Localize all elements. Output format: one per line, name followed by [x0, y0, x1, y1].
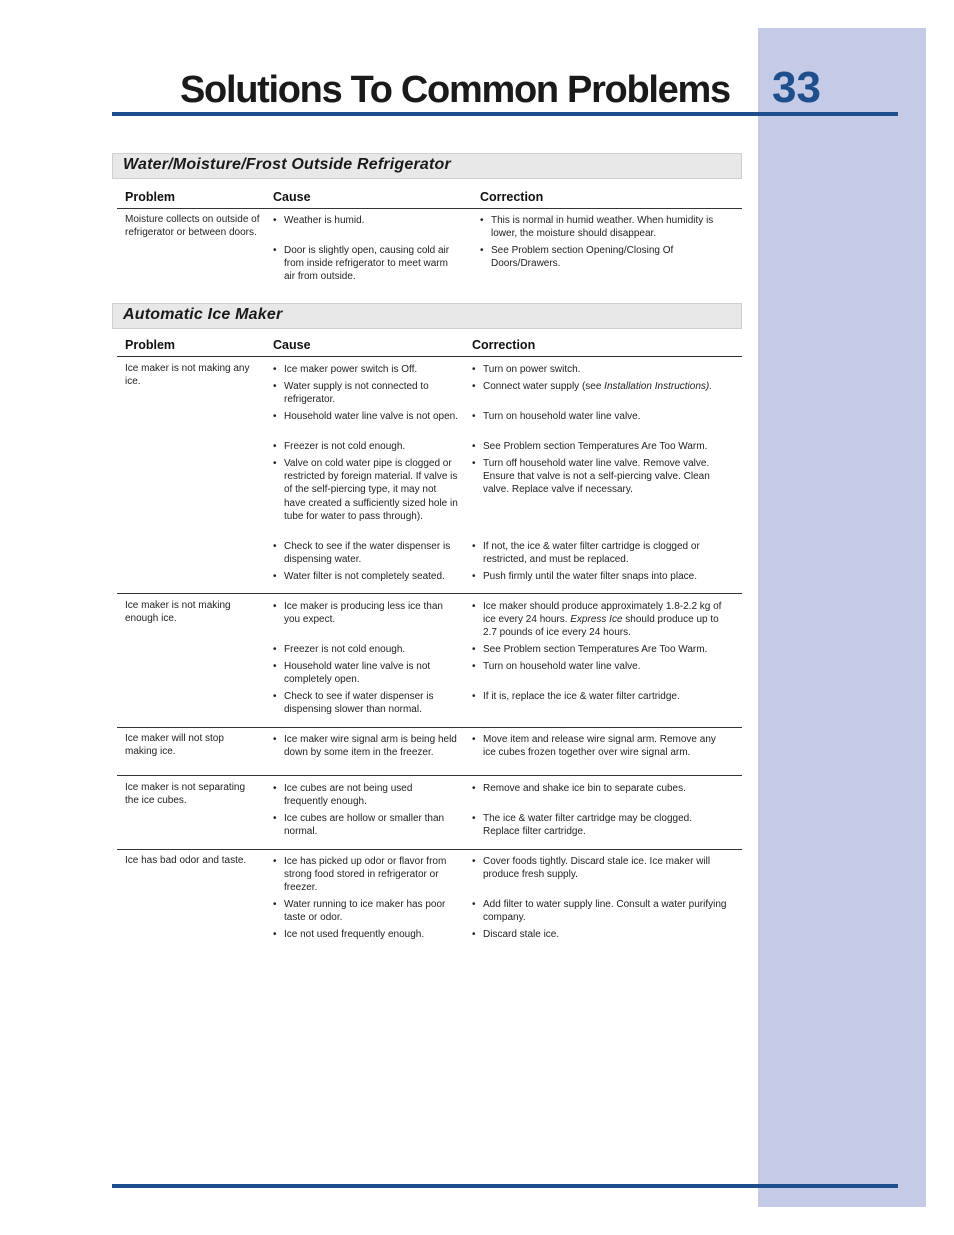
header-rule: [117, 356, 742, 357]
correction-item: • See Problem section Temperatures Are Too Warm.: [483, 643, 727, 656]
correction-text: Ice maker should produce approximately 1.8-2.2 kg of ice every 24 hours.: [483, 601, 722, 626]
cause-item: • Freezer is not cold enough.: [284, 440, 459, 453]
column-header-correction: Correction: [480, 190, 544, 204]
header-rule: [117, 208, 742, 209]
problem-text: Ice maker will not stop making ice.: [125, 733, 224, 758]
problem-text: Ice maker is not making any ice.: [125, 363, 250, 388]
cause-item: • Water running to ice maker has poor taste or odor.: [284, 898, 459, 924]
correction-item: • Cover foods tightly. Discard stale ice. Ice maker will produce fresh supply.: [483, 855, 727, 881]
column-header-correction: Correction: [472, 338, 536, 352]
row-rule: [117, 849, 742, 850]
cause-item: • Ice cubes are not being used frequently enough.: [284, 782, 459, 808]
cause-item: • Check to see if the water dispenser is dispensing water.: [284, 540, 459, 566]
cause-item: • Ice not used frequently enough.: [284, 928, 459, 941]
correction-item: • If not, the ice & water filter cartridge is clogged or restricted, and must be replaced.: [483, 540, 727, 566]
row-rule: [117, 727, 742, 728]
section-header-moisture: [112, 153, 742, 179]
correction-item: • Add filter to water supply line. Consult a water purifying company.: [483, 898, 727, 924]
cause-item: • Ice maker wire signal arm is being held down by some item in the freezer.: [284, 733, 459, 759]
correction-text: should produce up to 2.7 pounds of ice every 24 hours.: [483, 614, 719, 639]
correction-item: • Discard stale ice.: [483, 928, 727, 941]
correction-item: • This is normal in humid weather. When humidity is lower, the moisture should disappear.: [491, 214, 727, 240]
cause-item: • Valve on cold water pipe is clogged or restricted by foreign material. If valve is of the self-piercing type, it may not have created a sufficiently sized hole in tube for water to pass through).: [284, 457, 459, 523]
correction-item: • See Problem section Temperatures Are Too Warm.: [483, 440, 727, 453]
correction-item: • See Problem section Opening/Closing Of Doors/Drawers.: [491, 244, 727, 270]
row-rule: [117, 593, 742, 594]
column-header-problem: Problem: [125, 338, 176, 352]
correction-emphasis: Installation Instructions).: [604, 381, 712, 392]
problem-text: Ice has bad odor and taste.: [125, 855, 247, 866]
problem-text: Ice maker is not separating the ice cubes.: [125, 782, 246, 807]
cause-item: • Freezer is not cold enough.: [284, 643, 459, 656]
cause-item: • Weather is humid.: [284, 214, 459, 227]
correction-text: Connect water supply (see: [483, 381, 605, 392]
cause-item: • Ice maker power switch is Off.: [284, 363, 459, 376]
side-band: [758, 28, 926, 1207]
cause-item: • Ice cubes are hollow or smaller than normal.: [284, 812, 459, 838]
correction-item: • If it is, replace the ice & water filter cartridge.: [483, 690, 727, 703]
bottom-rule: [112, 1184, 898, 1188]
correction-item: • Turn on power switch.: [483, 363, 727, 376]
problem-text: Moisture collects on outside of refrigerator or between doors.: [125, 214, 260, 239]
cause-item: • Ice maker is producing less ice than you expect.: [284, 600, 459, 626]
page-number: 33: [772, 63, 821, 112]
correction-item: • Move item and release wire signal arm. Remove any ice cubes frozen together over wire signal arm.: [483, 733, 727, 759]
column-header-cause: Cause: [273, 190, 311, 204]
correction-item: • Turn on household water line valve.: [483, 660, 727, 673]
cause-item: • Door is slightly open, causing cold air from inside refrigerator to meet warm air from outside.: [284, 244, 459, 284]
section-title: Water/Moisture/Frost Outside Refrigerator: [123, 156, 451, 173]
row-rule: [117, 775, 742, 776]
cause-item: • Water supply is not connected to refrigerator.: [284, 380, 459, 406]
correction-item: • The ice & water filter cartridge may be clogged. Replace filter cartridge.: [483, 812, 727, 838]
correction-item: • Turn on household water line valve.: [483, 410, 727, 423]
column-header-cause: Cause: [273, 338, 311, 352]
cause-item: • Ice has picked up odor or flavor from strong food stored in refrigerator or freezer.: [284, 855, 459, 895]
correction-item: • Turn off household water line valve. Remove valve. Ensure that valve is not a self-piercing valve. Clean valve. Replace valve if necessary.: [483, 457, 727, 497]
cause-item: • Check to see if water dispenser is dispensing slower than normal.: [284, 690, 459, 716]
correction-item: [483, 380, 727, 393]
section-title: Automatic Ice Maker: [123, 306, 283, 323]
correction-emphasis: Express Ice: [570, 614, 623, 626]
cause-item: • Household water line valve is not open.: [284, 410, 459, 423]
correction-item: • Push firmly until the water filter snaps into place.: [483, 570, 727, 583]
problem-text: Ice maker is not making enough ice.: [125, 600, 231, 625]
column-header-problem: Problem: [125, 190, 176, 204]
cause-item: • Water filter is not completely seated.: [284, 570, 459, 583]
section-header-ice-maker: [112, 303, 742, 329]
top-rule: [112, 112, 898, 116]
correction-item: • Remove and shake ice bin to separate cubes.: [483, 782, 727, 795]
correction-item: [483, 600, 727, 640]
cause-item: • Household water line valve is not completely open.: [284, 660, 459, 686]
page-title: Solutions To Common Problems: [180, 69, 730, 111]
